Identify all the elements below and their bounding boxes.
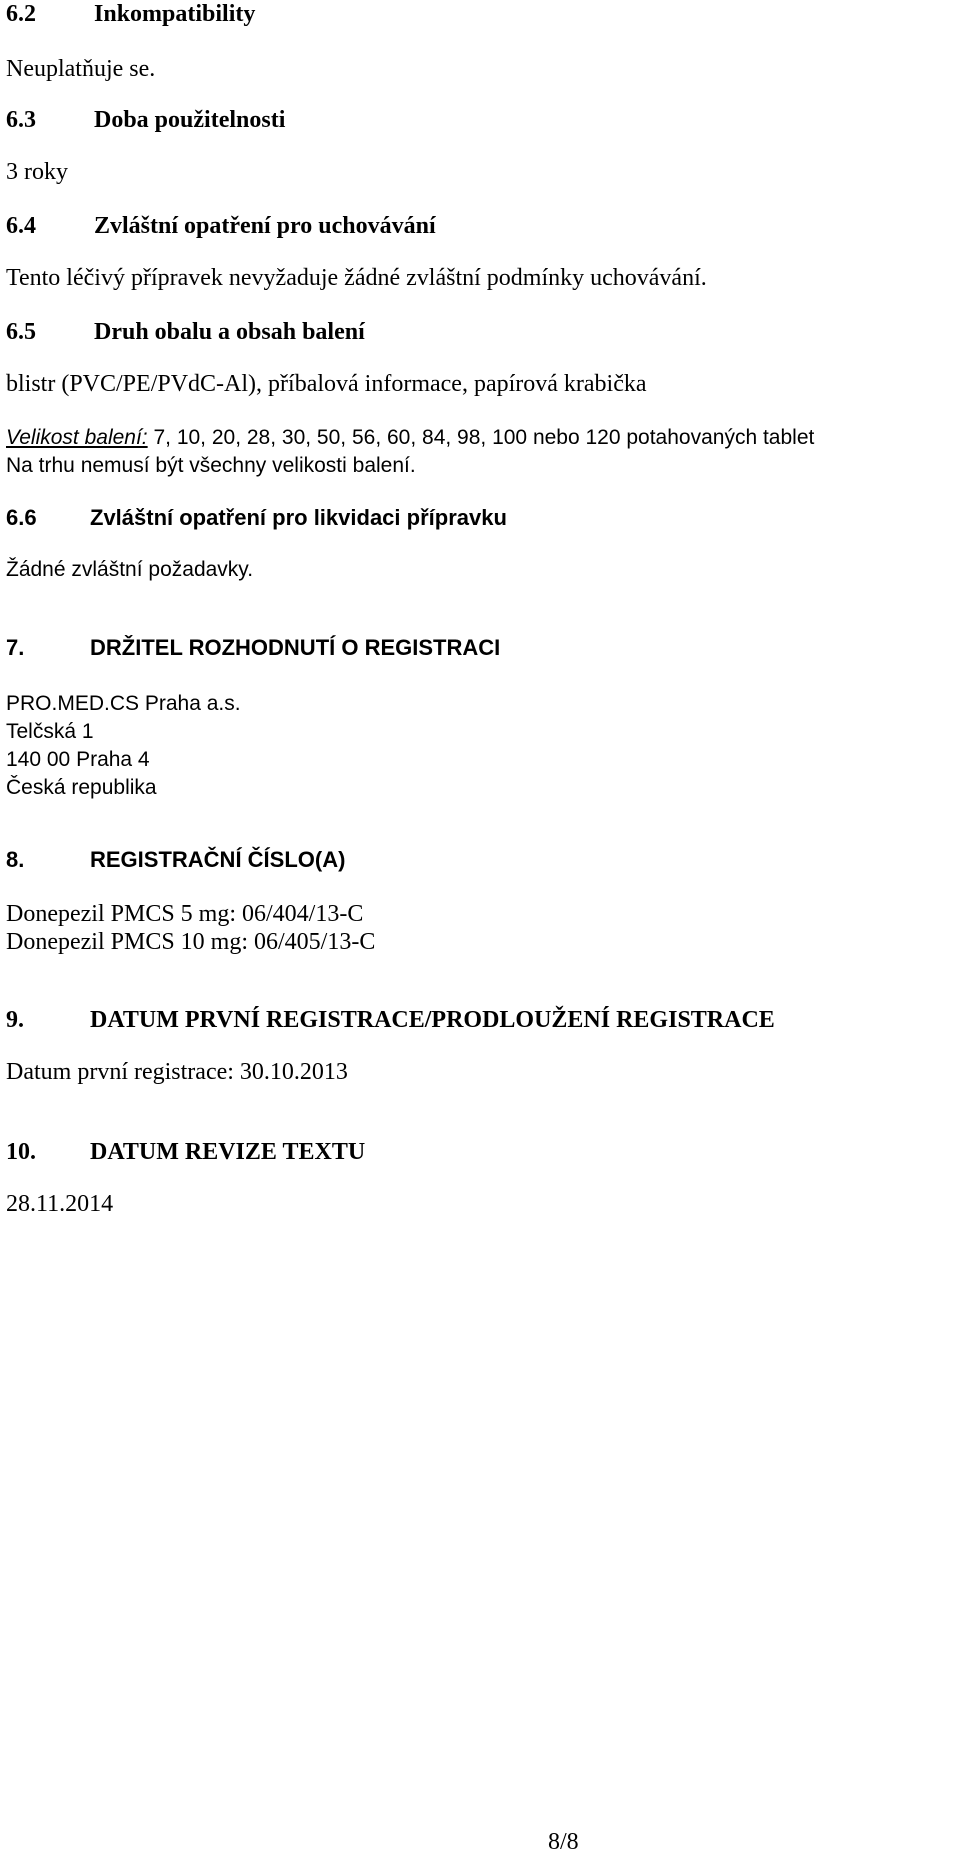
section-10-heading: [6, 1138, 366, 1166]
section-6-2-body: Neuplatňuje se.: [6, 56, 156, 82]
section-number: 9.: [6, 1007, 24, 1033]
section-title: Doba použitelnosti: [94, 107, 286, 133]
address-line: Česká republika: [6, 776, 157, 799]
holder-address: [6, 690, 241, 802]
section-title: Druh obalu a obsah balení: [94, 319, 365, 345]
section-number: 6.2: [6, 1, 36, 27]
address-line: PRO.MED.CS Praha a.s.: [6, 692, 241, 715]
address-line: Telčská 1: [6, 720, 94, 743]
section-title: REGISTRAČNÍ ČÍSLO(A): [90, 847, 346, 872]
section-6-6-heading: [6, 504, 507, 532]
section-number: 6.4: [6, 213, 36, 239]
section-6-5-body: blistr (PVC/PE/PVdC-Al), příbalová informace, papírová krabička: [6, 371, 647, 397]
section-title: Zvláštní opatření pro uchovávání: [94, 213, 436, 239]
section-number: 6.3: [6, 107, 36, 133]
section-title: DRŽITEL ROZHODNUTÍ O REGISTRACI: [90, 635, 501, 660]
section-6-5-heading: [6, 318, 365, 346]
package-size-text: 7, 10, 20, 28, 30, 50, 56, 60, 84, 98, 100 nebo 120 potahovaných tablet: [147, 426, 815, 449]
package-size-note: Na trhu nemusí být všechny velikosti balení.: [6, 454, 416, 477]
section-7-heading: [6, 634, 501, 662]
address-line: 140 00 Praha 4: [6, 748, 150, 771]
section-9-heading: [6, 1006, 775, 1034]
section-title: DATUM PRVNÍ REGISTRACE/PRODLOUŽENÍ REGISTRACE: [90, 1007, 775, 1033]
package-size-label: Velikost balení:: [6, 426, 148, 449]
section-number: 6.5: [6, 319, 36, 345]
section-6-4-body: Tento léčivý přípravek nevyžaduje žádné zvláštní podmínky uchovávání.: [6, 265, 707, 291]
package-size-line: [6, 424, 814, 452]
registration-numbers: [6, 900, 375, 956]
section-9-body: Datum první registrace: 30.10.2013: [6, 1059, 348, 1085]
section-6-4-heading: [6, 212, 436, 240]
section-6-6-body: Žádné zvláštní požadavky.: [6, 558, 254, 581]
registration-line: Donepezil PMCS 10 mg: 06/405/13-C: [6, 929, 376, 955]
section-number: 8.: [6, 847, 25, 872]
section-title: DATUM REVIZE TEXTU: [90, 1139, 366, 1165]
page-number: 8/8: [548, 1829, 579, 1855]
section-6-3-body: 3 roky: [6, 159, 68, 185]
section-8-heading: [6, 846, 346, 874]
registration-line: Donepezil PMCS 5 mg: 06/404/13-C: [6, 901, 364, 927]
section-number: 6.6: [6, 505, 37, 530]
section-6-2-heading: [6, 0, 256, 28]
section-number: 7.: [6, 635, 25, 660]
section-title: Zvláštní opatření pro likvidaci přípravku: [90, 505, 507, 530]
section-title: Inkompatibility: [94, 1, 256, 27]
section-number: 10.: [6, 1139, 36, 1165]
section-10-body: 28.11.2014: [6, 1191, 114, 1217]
section-6-3-heading: [6, 106, 286, 134]
